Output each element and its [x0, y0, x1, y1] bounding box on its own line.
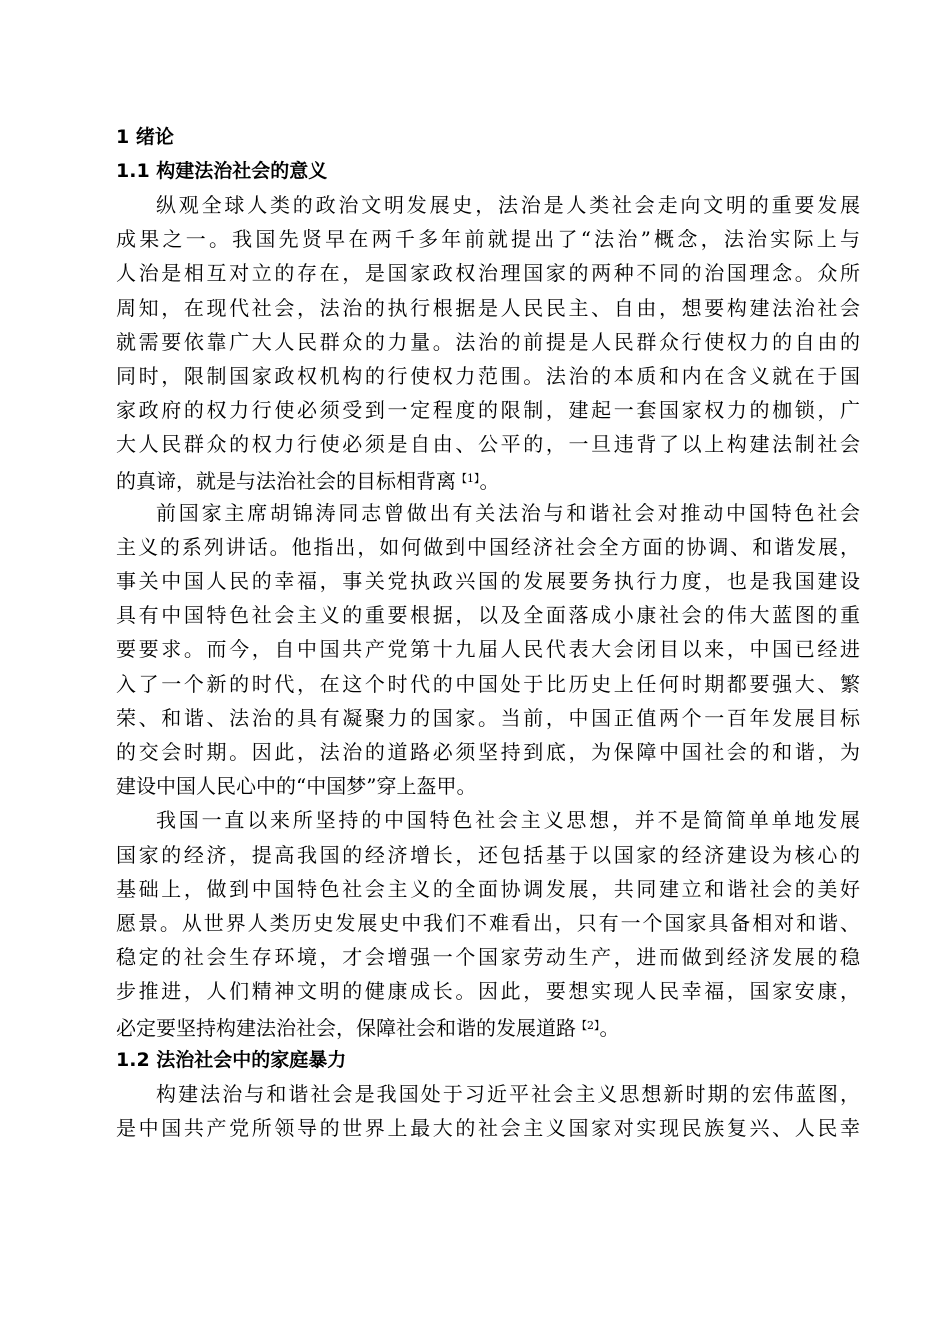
text-line: 要要求。而今，自中国共产党第十九届人民代表大会闭目以来，中国已经进	[116, 637, 860, 662]
text-run: 的真谛，就是与法治社会的目标相背离	[116, 468, 456, 493]
text-line: 国家的经济，提高我国的经济增长，还包括基于以国家的经济建设为核心的	[116, 842, 860, 867]
text-line: 基础上，做到中国特色社会主义的全面协调发展，共同建立和谐社会的美好	[116, 876, 860, 901]
text-line: 前国家主席胡锦涛同志曾做出有关法治与和谐社会对推动中国特色社会	[156, 500, 860, 525]
text-line-last: 建设中国人民心中的“中国梦”穿上盔甲。	[116, 774, 477, 799]
text-line: 大人民群众的权力行使必须是自由、公平的，一旦违背了以上构建法制社会	[116, 432, 860, 457]
paragraph-1-2-1	[116, 1077, 860, 1145]
text-line: 愿景。从世界人类历史发展史中我们不难看出，只有一个国家具备相对和谐、	[116, 910, 860, 935]
text-line: 主义的系列讲话。他指出，如何做到中国经济社会全方面的协调、和谐发展，	[116, 534, 860, 559]
section-heading-1-1: 1.1 构建法治社会的意义	[116, 160, 328, 182]
text-line: 同时，限制国家政权机构的行使权力范围。法治的本质和内在含义就在于国	[116, 363, 860, 388]
text-line: 就需要依靠广大人民群众的力量。法治的前提是人民群众行使权力的自由的	[116, 329, 860, 354]
paragraph-1-1-2	[116, 496, 860, 804]
citation-marker: 【1】	[456, 471, 480, 485]
text-line-last	[116, 1009, 860, 1043]
text-line: 构建法治与和谐社会是我国处于习近平社会主义思想新时期的宏伟蓝图，	[156, 1081, 860, 1106]
text-line: 事关中国人民的幸福，事关党执政兴国的发展要务执行力度，也是我国建设	[116, 569, 860, 594]
section-heading-1-2: 1.2 法治社会中的家庭暴力	[116, 1048, 347, 1071]
text-run: 必定要坚持构建法治社会，保障社会和谐的发展道路	[116, 1015, 576, 1040]
text-line: 稳定的社会生存环境，才会增强一个国家劳动生产，进而做到经济发展的稳	[116, 945, 860, 970]
text-line: 周知，在现代社会，法治的执行根据是人民民主、自由，想要构建法治社会	[116, 295, 860, 320]
text-line: 纵观全球人类的政治文明发展史，法治是人类社会走向文明的重要发展	[156, 193, 860, 217]
text-line: 成果之一。我国先贤早在两千多年前就提出了“法治”概念，法治实际上与	[116, 227, 860, 252]
chapter-heading: 1 绪论	[116, 126, 174, 148]
text-line-last	[116, 462, 860, 496]
text-line: 步推进，人们精神文明的健康成长。因此，要想实现人民幸福，国家安康，	[116, 979, 860, 1004]
text-line: 入了一个新的时代，在这个时代的中国处于比历史上任何时期都要强大、繁	[116, 671, 860, 696]
text-line: 是中国共产党所领导的世界上最大的社会主义国家对实现民族复兴、人民幸	[116, 1115, 860, 1140]
citation-marker: 【2】	[576, 1018, 600, 1032]
text-line: 人治是相互对立的存在，是国家政权治理国家的两种不同的治国理念。众所	[116, 261, 860, 286]
text-line: 的交会时期。因此，法治的道路必须坚持到底，为保障中国社会的和谐，为	[116, 740, 860, 764]
paragraph-1-1-1	[116, 188, 860, 496]
text-line: 具有中国特色社会主义的重要根据，以及全面落成小康社会的伟大蓝图的重	[116, 603, 860, 628]
text-line: 荣、和谐、法治的具有凝聚力的国家。当前，中国正值两个一百年发展目标	[116, 705, 860, 730]
paragraph-1-1-3	[116, 803, 860, 1042]
document-page	[116, 120, 860, 1145]
text-run: 。	[599, 1015, 620, 1040]
text-line: 家政府的权力行使必须受到一定程度的限制，建起一套国家权力的枷锁，广	[116, 398, 860, 423]
text-line: 我国一直以来所坚持的中国特色社会主义思想，并不是简简单单地发展	[156, 808, 860, 833]
text-run: 。	[479, 468, 500, 493]
